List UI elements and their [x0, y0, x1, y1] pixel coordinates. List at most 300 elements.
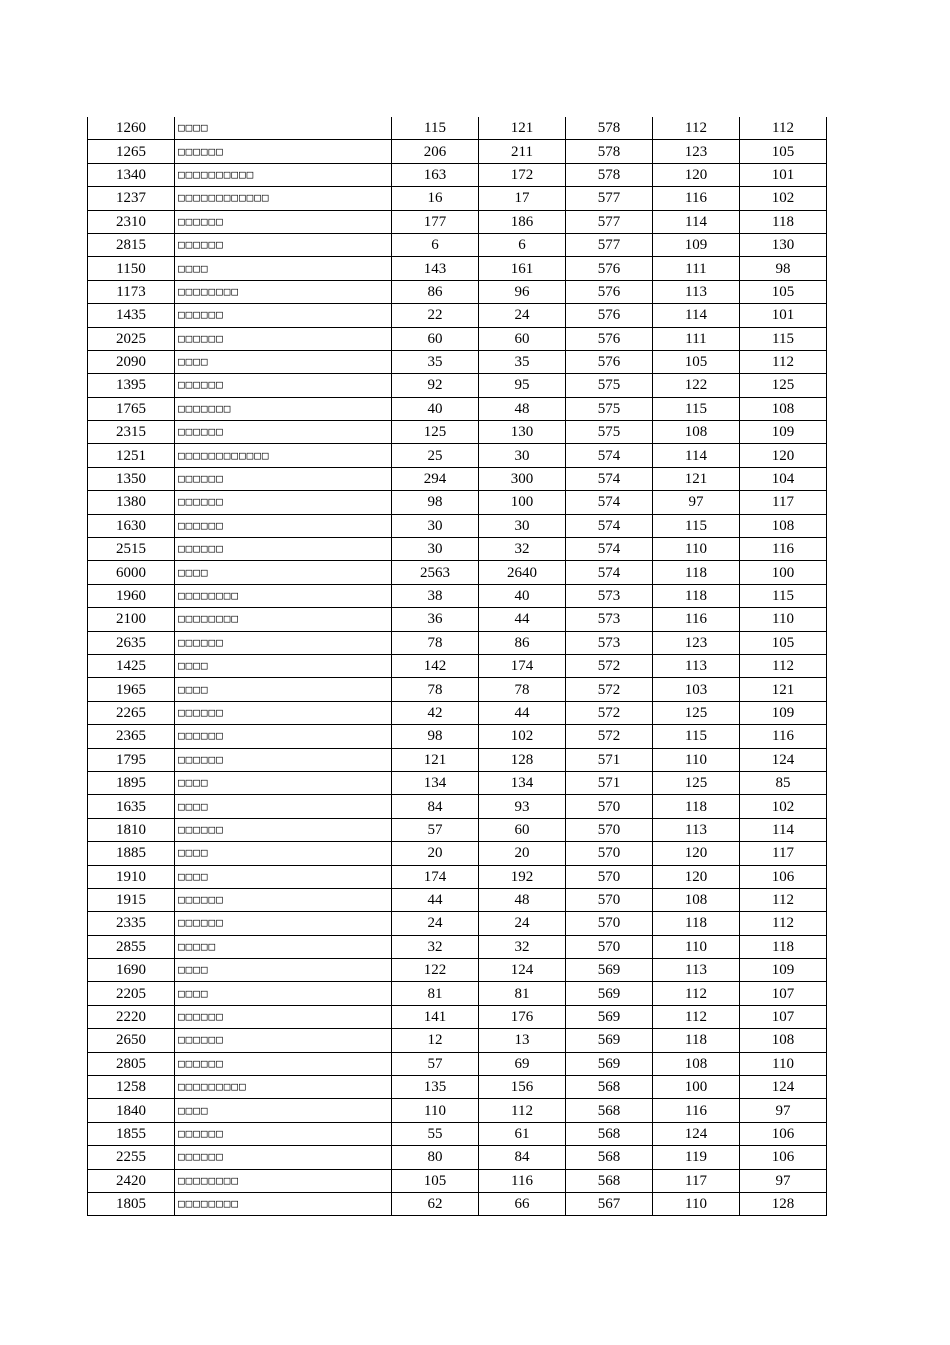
cell-code: 1173 [88, 280, 175, 303]
cell-code: 1237 [88, 187, 175, 210]
cell-v1: 294 [392, 467, 479, 490]
cell-code: 2335 [88, 912, 175, 935]
cell-name: □□□□ [175, 257, 392, 280]
cell-v2: 93 [479, 795, 566, 818]
cell-name: □□□□□□ [175, 725, 392, 748]
cell-code: 2805 [88, 1052, 175, 1075]
cell-v4: 123 [653, 631, 740, 654]
cell-v1: 80 [392, 1146, 479, 1169]
cell-v3: 578 [566, 140, 653, 163]
cell-v1: 35 [392, 350, 479, 373]
cell-name: □□□□ [175, 678, 392, 701]
cell-v4: 124 [653, 1122, 740, 1145]
cell-name: □□□□□□ [175, 538, 392, 561]
cell-v4: 121 [653, 467, 740, 490]
cell-v3: 574 [566, 444, 653, 467]
cell-v5: 97 [740, 1169, 827, 1192]
cell-v2: 66 [479, 1192, 566, 1215]
cell-code: 1340 [88, 163, 175, 186]
cell-code: 1855 [88, 1122, 175, 1145]
cell-v2: 20 [479, 842, 566, 865]
cell-v4: 108 [653, 888, 740, 911]
cell-v3: 577 [566, 210, 653, 233]
cell-v4: 111 [653, 257, 740, 280]
cell-v1: 62 [392, 1192, 479, 1215]
cell-v1: 134 [392, 771, 479, 794]
cell-v1: 57 [392, 1052, 479, 1075]
cell-v1: 92 [392, 374, 479, 397]
cell-code: 2255 [88, 1146, 175, 1169]
table-row [88, 608, 827, 631]
cell-v3: 574 [566, 514, 653, 537]
cell-v1: 38 [392, 584, 479, 607]
cell-v5: 112 [740, 117, 827, 140]
cell-v2: 102 [479, 725, 566, 748]
cell-v4: 110 [653, 1192, 740, 1215]
cell-code: 1960 [88, 584, 175, 607]
cell-v5: 110 [740, 1052, 827, 1075]
table-row [88, 421, 827, 444]
cell-name: □□□□□□ [175, 233, 392, 256]
cell-v3: 574 [566, 467, 653, 490]
cell-v1: 36 [392, 608, 479, 631]
cell-v2: 61 [479, 1122, 566, 1145]
cell-v3: 569 [566, 1029, 653, 1052]
cell-v2: 100 [479, 491, 566, 514]
cell-v3: 578 [566, 163, 653, 186]
table-row [88, 748, 827, 771]
cell-code: 1150 [88, 257, 175, 280]
cell-v1: 22 [392, 304, 479, 327]
cell-v1: 122 [392, 959, 479, 982]
cell-v1: 78 [392, 678, 479, 701]
cell-v1: 177 [392, 210, 479, 233]
cell-code: 1910 [88, 865, 175, 888]
cell-v5: 116 [740, 725, 827, 748]
cell-v1: 78 [392, 631, 479, 654]
table-row [88, 888, 827, 911]
table-row [88, 1029, 827, 1052]
cell-v2: 35 [479, 350, 566, 373]
cell-code: 1258 [88, 1076, 175, 1099]
cell-v4: 111 [653, 327, 740, 350]
cell-v3: 573 [566, 608, 653, 631]
table-row [88, 842, 827, 865]
table-row [88, 1122, 827, 1145]
cell-name: □□□□□□ [175, 818, 392, 841]
cell-v5: 108 [740, 1029, 827, 1052]
cell-code: 1765 [88, 397, 175, 420]
cell-name: □□□□□□ [175, 374, 392, 397]
cell-v2: 78 [479, 678, 566, 701]
cell-name: □□□□ [175, 795, 392, 818]
cell-v4: 113 [653, 280, 740, 303]
cell-v2: 30 [479, 444, 566, 467]
table-row [88, 818, 827, 841]
cell-code: 2025 [88, 327, 175, 350]
table-row [88, 771, 827, 794]
cell-v4: 123 [653, 140, 740, 163]
table-row [88, 1005, 827, 1028]
cell-v2: 112 [479, 1099, 566, 1122]
cell-v4: 119 [653, 1146, 740, 1169]
cell-v4: 117 [653, 1169, 740, 1192]
table-row [88, 467, 827, 490]
table-row [88, 1192, 827, 1215]
cell-v3: 573 [566, 584, 653, 607]
table-row [88, 514, 827, 537]
cell-v3: 576 [566, 280, 653, 303]
cell-code: 2265 [88, 701, 175, 724]
cell-code: 2310 [88, 210, 175, 233]
cell-code: 2205 [88, 982, 175, 1005]
cell-v5: 124 [740, 748, 827, 771]
cell-v1: 2563 [392, 561, 479, 584]
table-row [88, 982, 827, 1005]
table-row [88, 210, 827, 233]
cell-v1: 98 [392, 491, 479, 514]
cell-code: 2220 [88, 1005, 175, 1028]
cell-v1: 57 [392, 818, 479, 841]
cell-v3: 572 [566, 678, 653, 701]
table-row [88, 327, 827, 350]
cell-v5: 101 [740, 304, 827, 327]
cell-name: □□□□□□□□□ [175, 1076, 392, 1099]
cell-v5: 117 [740, 491, 827, 514]
cell-v1: 142 [392, 654, 479, 677]
table-row [88, 187, 827, 210]
cell-v2: 116 [479, 1169, 566, 1192]
cell-code: 1965 [88, 678, 175, 701]
cell-name: □□□□□□ [175, 888, 392, 911]
cell-v4: 108 [653, 421, 740, 444]
cell-name: □□□□□□ [175, 304, 392, 327]
cell-v1: 25 [392, 444, 479, 467]
cell-v2: 300 [479, 467, 566, 490]
cell-v3: 571 [566, 771, 653, 794]
cell-v3: 576 [566, 350, 653, 373]
cell-name: □□□□□□ [175, 514, 392, 537]
cell-v2: 211 [479, 140, 566, 163]
cell-v2: 81 [479, 982, 566, 1005]
cell-v3: 567 [566, 1192, 653, 1215]
cell-v3: 575 [566, 397, 653, 420]
cell-v2: 172 [479, 163, 566, 186]
cell-v4: 118 [653, 561, 740, 584]
cell-v2: 156 [479, 1076, 566, 1099]
cell-v3: 578 [566, 117, 653, 140]
cell-code: 1690 [88, 959, 175, 982]
cell-name: □□□□□□□□ [175, 608, 392, 631]
cell-v5: 108 [740, 514, 827, 537]
cell-v3: 570 [566, 865, 653, 888]
cell-v3: 570 [566, 935, 653, 958]
cell-v4: 108 [653, 1052, 740, 1075]
cell-v1: 105 [392, 1169, 479, 1192]
cell-v2: 24 [479, 912, 566, 935]
cell-v2: 60 [479, 327, 566, 350]
cell-v3: 577 [566, 233, 653, 256]
cell-v1: 6 [392, 233, 479, 256]
table-row [88, 631, 827, 654]
cell-code: 1425 [88, 654, 175, 677]
cell-code: 1630 [88, 514, 175, 537]
cell-v5: 109 [740, 421, 827, 444]
cell-v3: 574 [566, 538, 653, 561]
cell-name: □□□□□□□□ [175, 584, 392, 607]
cell-code: 1885 [88, 842, 175, 865]
table-row [88, 257, 827, 280]
cell-v2: 44 [479, 608, 566, 631]
cell-name: □□□□□□ [175, 701, 392, 724]
cell-name: □□□□ [175, 561, 392, 584]
cell-v4: 118 [653, 912, 740, 935]
cell-code: 1795 [88, 748, 175, 771]
cell-code: 2515 [88, 538, 175, 561]
cell-v5: 128 [740, 1192, 827, 1215]
cell-v1: 135 [392, 1076, 479, 1099]
cell-v2: 174 [479, 654, 566, 677]
table-row [88, 491, 827, 514]
cell-v4: 110 [653, 538, 740, 561]
cell-v4: 113 [653, 654, 740, 677]
cell-v2: 130 [479, 421, 566, 444]
cell-v4: 115 [653, 514, 740, 537]
cell-v4: 103 [653, 678, 740, 701]
cell-name: □□□□□□□□ [175, 280, 392, 303]
cell-v2: 186 [479, 210, 566, 233]
table-row [88, 140, 827, 163]
cell-code: 2315 [88, 421, 175, 444]
table-row [88, 280, 827, 303]
cell-v5: 125 [740, 374, 827, 397]
cell-v1: 42 [392, 701, 479, 724]
cell-v4: 113 [653, 959, 740, 982]
cell-v5: 110 [740, 608, 827, 631]
cell-name: □□□□ [175, 865, 392, 888]
cell-v4: 110 [653, 748, 740, 771]
cell-v2: 48 [479, 397, 566, 420]
cell-v3: 570 [566, 842, 653, 865]
cell-v4: 114 [653, 444, 740, 467]
cell-code: 2420 [88, 1169, 175, 1192]
table-row [88, 561, 827, 584]
cell-v4: 115 [653, 725, 740, 748]
cell-name: □□□□ [175, 982, 392, 1005]
cell-v5: 105 [740, 631, 827, 654]
cell-v5: 112 [740, 912, 827, 935]
cell-name: □□□□□□ [175, 1052, 392, 1075]
cell-v3: 572 [566, 725, 653, 748]
table-row [88, 163, 827, 186]
cell-v3: 577 [566, 187, 653, 210]
table-row [88, 233, 827, 256]
cell-v2: 2640 [479, 561, 566, 584]
cell-v1: 20 [392, 842, 479, 865]
table-row [88, 538, 827, 561]
cell-v4: 122 [653, 374, 740, 397]
cell-v4: 97 [653, 491, 740, 514]
cell-name: □□□□□□ [175, 1146, 392, 1169]
cell-v5: 109 [740, 701, 827, 724]
cell-code: 1435 [88, 304, 175, 327]
cell-v2: 30 [479, 514, 566, 537]
cell-code: 1251 [88, 444, 175, 467]
table-row [88, 865, 827, 888]
cell-v3: 576 [566, 327, 653, 350]
cell-v5: 106 [740, 1146, 827, 1169]
cell-v2: 32 [479, 935, 566, 958]
cell-v2: 6 [479, 233, 566, 256]
table-row [88, 444, 827, 467]
cell-v2: 40 [479, 584, 566, 607]
cell-v2: 24 [479, 304, 566, 327]
cell-v2: 13 [479, 1029, 566, 1052]
cell-v3: 568 [566, 1146, 653, 1169]
cell-v1: 84 [392, 795, 479, 818]
cell-v5: 105 [740, 140, 827, 163]
cell-code: 1635 [88, 795, 175, 818]
cell-v4: 118 [653, 1029, 740, 1052]
cell-v5: 114 [740, 818, 827, 841]
cell-v5: 121 [740, 678, 827, 701]
cell-name: □□□□□□ [175, 1122, 392, 1145]
table-row [88, 1052, 827, 1075]
cell-v5: 85 [740, 771, 827, 794]
cell-v4: 125 [653, 771, 740, 794]
cell-v3: 571 [566, 748, 653, 771]
cell-v1: 110 [392, 1099, 479, 1122]
cell-v2: 32 [479, 538, 566, 561]
table-row [88, 654, 827, 677]
table-row [88, 678, 827, 701]
cell-v2: 134 [479, 771, 566, 794]
cell-code: 1895 [88, 771, 175, 794]
cell-code: 2090 [88, 350, 175, 373]
cell-v3: 574 [566, 491, 653, 514]
cell-v2: 124 [479, 959, 566, 982]
cell-v2: 44 [479, 701, 566, 724]
cell-v3: 569 [566, 1052, 653, 1075]
cell-v5: 107 [740, 1005, 827, 1028]
cell-v1: 32 [392, 935, 479, 958]
cell-v4: 120 [653, 865, 740, 888]
cell-code: 2855 [88, 935, 175, 958]
cell-v2: 161 [479, 257, 566, 280]
cell-v5: 118 [740, 935, 827, 958]
cell-v2: 128 [479, 748, 566, 771]
data-table [87, 117, 827, 1216]
cell-v3: 572 [566, 701, 653, 724]
cell-name: □□□□□□ [175, 491, 392, 514]
cell-v2: 192 [479, 865, 566, 888]
cell-v4: 110 [653, 935, 740, 958]
table-row [88, 117, 827, 140]
cell-v1: 44 [392, 888, 479, 911]
cell-name: □□□□□□ [175, 210, 392, 233]
cell-v4: 120 [653, 842, 740, 865]
cell-v5: 104 [740, 467, 827, 490]
cell-v4: 116 [653, 608, 740, 631]
cell-v2: 60 [479, 818, 566, 841]
cell-name: □□□□□□□□ [175, 1169, 392, 1192]
cell-v1: 55 [392, 1122, 479, 1145]
cell-v2: 95 [479, 374, 566, 397]
cell-v3: 568 [566, 1076, 653, 1099]
cell-v3: 573 [566, 631, 653, 654]
cell-v5: 112 [740, 350, 827, 373]
cell-v3: 570 [566, 795, 653, 818]
table-row [88, 935, 827, 958]
cell-code: 1380 [88, 491, 175, 514]
cell-code: 1265 [88, 140, 175, 163]
cell-v1: 12 [392, 1029, 479, 1052]
cell-name: □□□□□□ [175, 327, 392, 350]
table-row [88, 374, 827, 397]
cell-v4: 105 [653, 350, 740, 373]
cell-v5: 112 [740, 888, 827, 911]
table-row [88, 584, 827, 607]
cell-name: □□□□ [175, 771, 392, 794]
cell-name: □□□□□□ [175, 421, 392, 444]
table-row [88, 795, 827, 818]
cell-v1: 121 [392, 748, 479, 771]
cell-name: □□□□□□□□ [175, 1192, 392, 1215]
cell-code: 1915 [88, 888, 175, 911]
cell-code: 1260 [88, 117, 175, 140]
cell-v5: 118 [740, 210, 827, 233]
cell-v4: 120 [653, 163, 740, 186]
cell-v1: 40 [392, 397, 479, 420]
cell-name: □□□□□ [175, 935, 392, 958]
cell-v2: 121 [479, 117, 566, 140]
cell-v1: 206 [392, 140, 479, 163]
cell-code: 1350 [88, 467, 175, 490]
cell-code: 2100 [88, 608, 175, 631]
cell-v5: 102 [740, 795, 827, 818]
cell-v3: 570 [566, 818, 653, 841]
cell-v1: 81 [392, 982, 479, 1005]
cell-v1: 125 [392, 421, 479, 444]
cell-v1: 60 [392, 327, 479, 350]
cell-v4: 112 [653, 982, 740, 1005]
cell-v3: 576 [566, 304, 653, 327]
cell-name: □□□□□□ [175, 912, 392, 935]
cell-v1: 143 [392, 257, 479, 280]
cell-name: □□□□□□ [175, 748, 392, 771]
cell-v5: 108 [740, 397, 827, 420]
cell-v3: 570 [566, 912, 653, 935]
cell-v4: 116 [653, 1099, 740, 1122]
cell-v2: 96 [479, 280, 566, 303]
cell-v4: 112 [653, 1005, 740, 1028]
cell-v4: 114 [653, 210, 740, 233]
cell-name: □□□□□□ [175, 467, 392, 490]
cell-v5: 107 [740, 982, 827, 1005]
cell-name: □□□□□□ [175, 1005, 392, 1028]
cell-v1: 30 [392, 514, 479, 537]
cell-v4: 113 [653, 818, 740, 841]
cell-v1: 163 [392, 163, 479, 186]
cell-v3: 575 [566, 421, 653, 444]
table-row [88, 959, 827, 982]
cell-v5: 106 [740, 1122, 827, 1145]
cell-v2: 17 [479, 187, 566, 210]
cell-name: □□□□□□ [175, 140, 392, 163]
cell-v3: 568 [566, 1122, 653, 1145]
cell-name: □□□□ [175, 117, 392, 140]
cell-v5: 100 [740, 561, 827, 584]
